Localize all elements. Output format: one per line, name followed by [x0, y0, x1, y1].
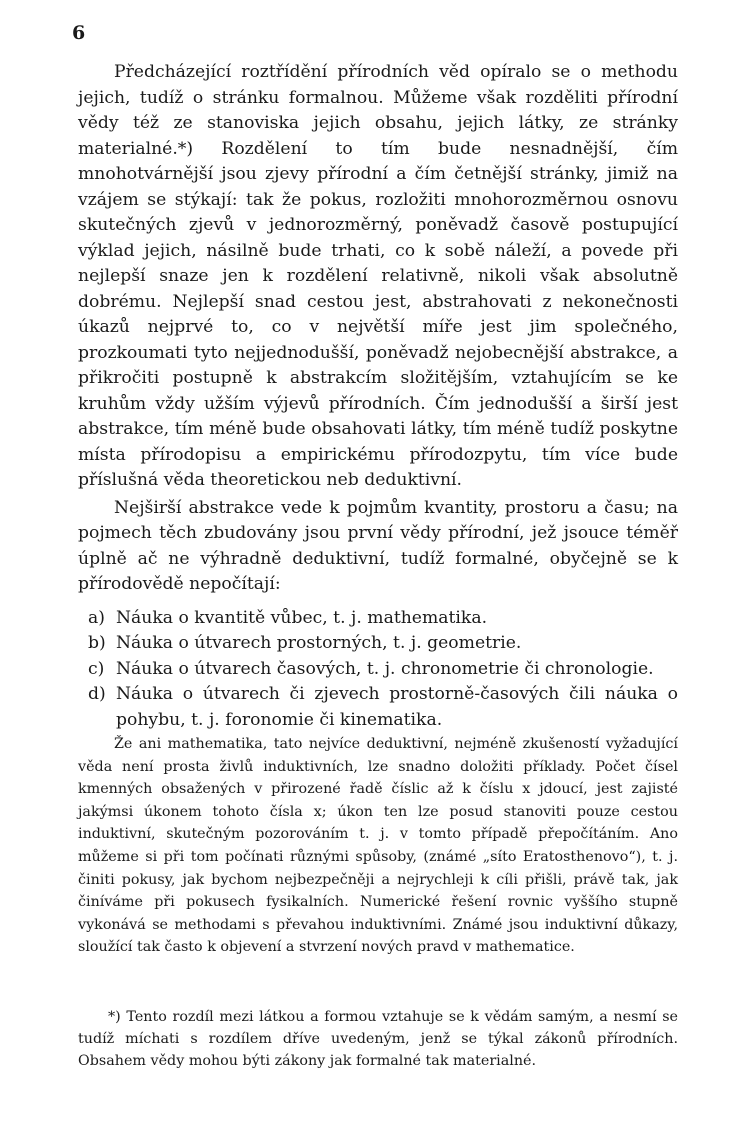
- paragraph-1: Předcházející roztřídění přírodních věd opíralo se o methodu jejich, tudíž o stránku formalnou. Můžeme však rozděliti přírodní vědy též ze stanoviska jejich obsahu, jejich látky, ze stránky materialné.*) Rozdělení to tím bude nesnadnější, čím mnohotvárnější jsou zjevy přírodní a čím četnější stránky, jimiž na vzájem se stýkají: tak že pokus, rozložiti mnohorozměrnou osnovu skutečných zjevů v jednorozměrný, poněvadž časově postupující výklad jejich, násilně bude trhati, co k sobě náleží, a povede při nejlepší snaze jen k rozdělení relativně, nikoli však absolutně dobrému. Nejlepší snad cestou jest, abstrahovati z nekonečnosti úkazů nejprvé to, co v největší míře jest jim společného, prozkoumati tyto nejjednodušší, poněvadž nejobecnější abstrakce, a přikročiti postupně k abstrakcím složitějším, vztahujícím se ke kruhům vždy užším výjevů přírodních. Čím jednodušší a širší jest abstrakce, tím méně bude obsahovati látky, tím méně tudíž poskytne místa přírodopisu a empirickému přírodozpytu, tím více bude příslušná věda theoretickou neb deduktivní.: [78, 62, 678, 490]
- list-item: [78, 657, 678, 683]
- small-print-note: Že ani mathematika, tato nejvíce deduktivní, nejméně zkušeností vyžadující věda není prosta živlů induktivních, lze snadno doložiti příklady. Počet čísel kmenných obsažených v přirozené řadě číslic až k číslu x jdoucí, jest zajisté jakýmsi úkonem tohoto čísla x; úkon ten lze posud stanoviti pouze cestou induktivní, skutečným pozorováním t. j. v tomto případě přepočítáním. Ano můžeme si při tom počínati různými spůsoby, (známé „síto Eratosthenovo“), t. j. činiti pokusy, jak bychom nejbezpečněji a nejrychleji k cíli přišli, právě tak, jak činíváme při pokusech fysikalních. Numerické řešení rovnic vyššího stupně vykonává se methodami s převahou induktivními. Známé jsou induktivní důkazy, sloužící tak často k objevení a stvrzení nových pravd v mathematice.: [78, 736, 678, 956]
- footnote-marker: *): [108, 1009, 121, 1025]
- list-marker: d): [88, 684, 106, 704]
- list-item-text: Náuka o útvarech prostorných, t. j. geometrie.: [116, 633, 522, 653]
- list-marker: c): [88, 658, 105, 679]
- list-marker: a): [88, 607, 105, 628]
- footnote-text: Tento rozdíl mezi látkou a formou vztahuje se k vědám samým, a nesmí se tudíž míchati s rozdílem dříve uvedeným, jenž se týkal zákonů přírodních. Obsahem vědy mohou býti zákony jak formalné tak materialné.: [78, 1009, 679, 1069]
- footnote: [78, 1006, 678, 1072]
- list-marker: b): [88, 633, 106, 653]
- page-number: 6: [72, 22, 86, 44]
- science-list: [78, 606, 678, 734]
- list-item: [78, 606, 678, 632]
- paragraph-2: Nejširší abstrakce vede k pojmům kvantity, prostoru a času; na pojmech těch zbudovány jsou první vědy přírodní, jež jsouce téměř úplně ač ne výhradně deduktivní, tudíž formalné, obyčejně se k přírodovědě nepočítají:: [78, 497, 678, 594]
- list-item-text: Náuka o útvarech či zjevech prostorně-časových čili náuka o pohybu, t. j. foronomie či kinematika.: [116, 684, 678, 730]
- list-item: [78, 631, 678, 657]
- main-text: [78, 60, 678, 959]
- list-item-text: Náuka o útvarech časových, t. j. chronometrie či chronologie.: [116, 658, 654, 679]
- list-item-text: Náuka o kvantitě vůbec, t. j. mathematika.: [116, 607, 488, 628]
- list-item: [78, 682, 678, 733]
